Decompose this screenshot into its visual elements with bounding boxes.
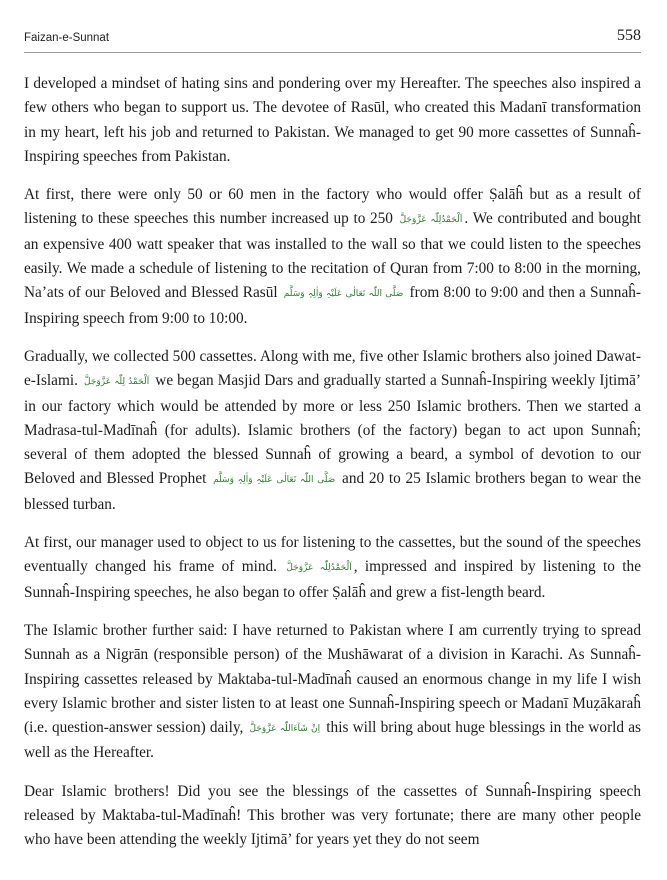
paragraph [24,183,641,331]
paragraph-text: Dear Islamic brothers! Did you see the blessings of the cassettes of Sunnaĥ-Inspiring speech released by Maktaba-tul-Madīnaĥ! This brother was very fortunate; there are many other people who have been attending the weekly Ijtimā’ for years yet they do not seem [24,782,641,849]
paragraph-text: At first, our manager used to object to us for listening to the cassettes, but the sound of the speeches eventually changed his frame of mind. [24,534,641,576]
paragraph-text: I developed a mindset of hating sins and pondering over my Hereafter. The speeches also inspired a few others who began to support us. The devotee of Rasūl, who created this Madanī transformation in my heart, left his job and returned to Pakistan. We managed to get 90 more cassettes of Sunnaĥ-Inspiring speeches from Pakistan. [24,75,641,165]
paragraph-text: and 20 to 25 Islamic brothers began to wear the blessed turban. [24,470,641,513]
paragraph-text: At first, there were only 50 or 60 men in the factory who would offer Ṣalāĥ but as a result of listening to these speeches this number increased up to 250 [24,186,641,228]
paragraph-text: . We contributed and bought an expensive 400 watt speaker that was installed to the wall so that we could listen to the speeches easily. We made a schedule of listening to the recitation of Quran from 7:00 to 8:00 in the morning, Na’ats of our Beloved and Blessed Rasūl [24,210,641,302]
arabic-salutation: اَلْحَمْدُ لِلّٰہ عَزَّوَجَلَّ [84,377,150,388]
arabic-salutation: صَلَّی اللّٰہ تَعَالٰی عَلَیْہِ وَاٰلِہٖ وَسَلَّم [283,289,404,300]
arabic-salutation: اَلْحَمْدُلِلّٰہ عَزَّوَجَلَّ [286,563,352,574]
paragraph [24,345,641,517]
paragraph [24,72,641,169]
paragraph-text: , impressed and inspired by listening to the Sunnaĥ-Inspiring speeches, he also began to offer Ṣalāĥ and grew a fist-length beard. [24,558,641,601]
paragraph-text: we began Masjid Dars and gradually started a Sunnaĥ-Inspiring weekly Ijtimā’ in our factory which would be attended by more or less 250 Islamic brothers. Then we started a Madrasa-tul-Madīnaĥ (for adults). Islamic brothers (of the factory) began to act upon Sunnaĥ; several of them adopted the blessed Sunnaĥ of growing a beard, a symbol of devotion to our Beloved and Blessed Prophet [24,372,641,488]
arabic-salutation: اِنْ شَآءَاللّٰہ عَزَّوَجَلَّ [249,724,321,735]
paragraph [24,531,641,605]
arabic-salutation: صَلَّی اللّٰہ تَعَالٰی عَلَیْہِ وَاٰلِہٖ وَسَلَّم [213,475,336,486]
paragraph-text: Gradually, we collected 500 cassettes. Along with me, five other Islamic brothers also joined Dawat-e-Islami. [24,347,641,390]
paragraph [24,619,641,766]
running-header [24,22,641,53]
page-body [24,72,641,867]
paragraph-text: The Islamic brother further said: I have returned to Pakistan where I am currently trying to spread Sunnah as a Nigrān (responsible person) of the Mushāwarat of a division in Karachi. As Sunnaĥ-Inspiring cassettes released by Maktaba-tul-Madīnaĥ caused an enormous change in my life I wish every Islamic brother and sister listen to at least one Sunnaĥ-Inspiring speech or Madanī Muẓākaraĥ (i.e. question-answer session) daily, [24,621,641,737]
paragraph-text: from 8:00 to 9:00 and then a Sunnaĥ-Inspiring speech from 9:00 to 10:00. [24,284,641,327]
book-title: Faizan-e-Sunnat [24,32,110,44]
paragraph-text: this will bring about huge blessings in the world as well as the Hereafter. [24,719,641,762]
page-number: 558 [617,27,641,44]
paragraph [24,780,641,853]
arabic-salutation: اَلْحَمْدُلِلّٰہ عَزَّوَجَلَّ [399,215,463,226]
